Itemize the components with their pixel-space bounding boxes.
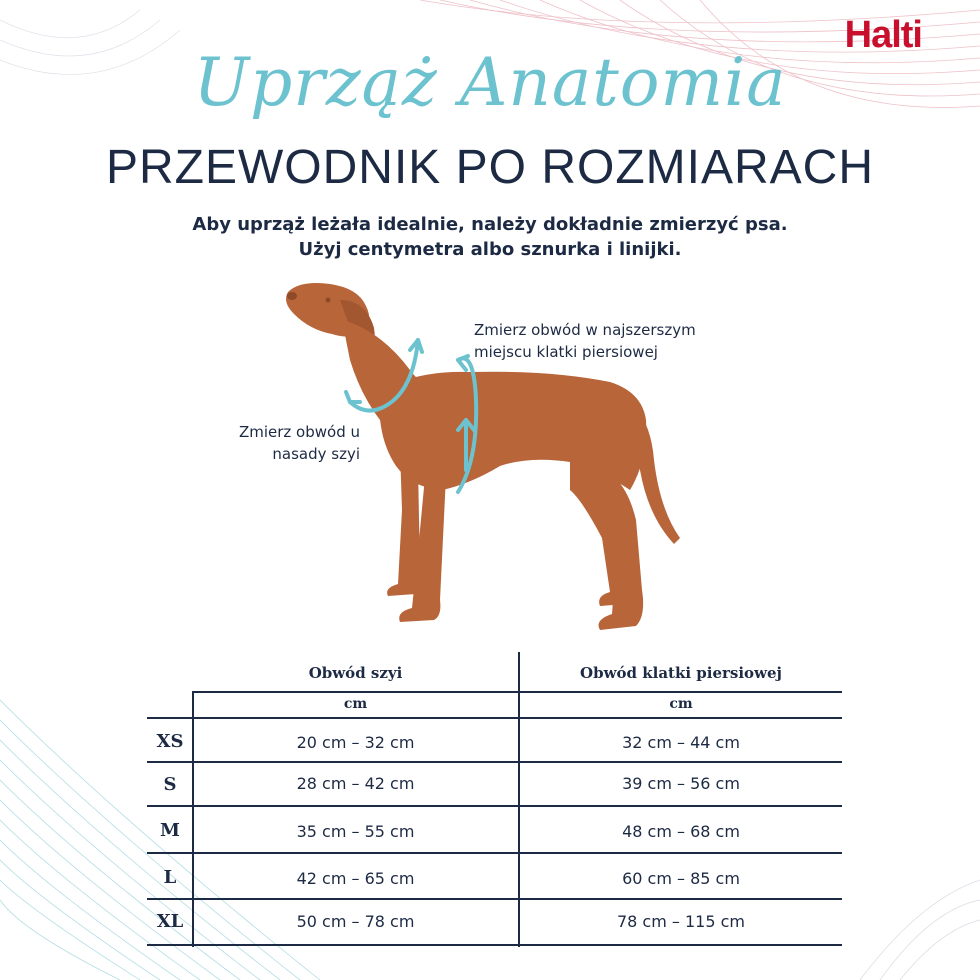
chest-range: 60 cm – 85 cm (622, 869, 740, 888)
table-rule (147, 852, 842, 854)
unit-header-neck: cm (343, 696, 368, 712)
size-label: M (160, 820, 180, 841)
dog-illustration (270, 270, 700, 650)
product-script-title: Uprząż Anatomia (193, 44, 787, 121)
instructions-line-1: Aby uprząż leżała idealnie, należy dokładnie zmierzyć psa. (192, 214, 788, 235)
table-rule (192, 691, 842, 693)
size-label: XL (156, 911, 184, 932)
chest-range: 48 cm – 68 cm (622, 822, 740, 841)
size-label: S (163, 774, 177, 795)
neck-range: 50 cm – 78 cm (296, 912, 415, 931)
table-rule (147, 717, 842, 719)
chest-range: 39 cm – 56 cm (622, 774, 740, 793)
table-rule (147, 898, 842, 900)
neck-annotation-line-1: Zmierz obwód u (238, 423, 360, 441)
instructions-line-2: Użyj centymetra albo sznurka i linijki. (298, 239, 682, 260)
column-header-neck: Obwód szyi (308, 664, 403, 682)
size-label: XS (156, 731, 184, 752)
neck-range: 42 cm – 65 cm (296, 869, 415, 888)
unit-header-chest: cm (669, 696, 693, 712)
chest-annotation-line-1: Zmierz obwód w najszerszym (474, 321, 696, 339)
halti-logo: Halti (844, 14, 922, 56)
size-table (147, 652, 842, 947)
instructions (0, 212, 980, 262)
table-rule (147, 761, 842, 763)
neck-range: 28 cm – 42 cm (296, 774, 415, 793)
neck-annotation-line-2: nasady szyi (272, 445, 360, 463)
column-header-chest: Obwód klatki piersiowej (580, 664, 782, 682)
neck-range: 35 cm – 55 cm (296, 822, 415, 841)
table-rule (147, 944, 842, 946)
table-rule (147, 805, 842, 807)
neck-range: 20 cm – 32 cm (296, 733, 415, 752)
chest-range: 32 cm – 44 cm (622, 733, 740, 752)
size-label: L (163, 867, 177, 888)
chest-annotation-line-2: miejscu klatki piersiowej (474, 343, 658, 361)
chest-range: 78 cm – 115 cm (616, 912, 745, 931)
page-title: PRZEWODNIK PO ROZMIARACH (105, 141, 875, 194)
